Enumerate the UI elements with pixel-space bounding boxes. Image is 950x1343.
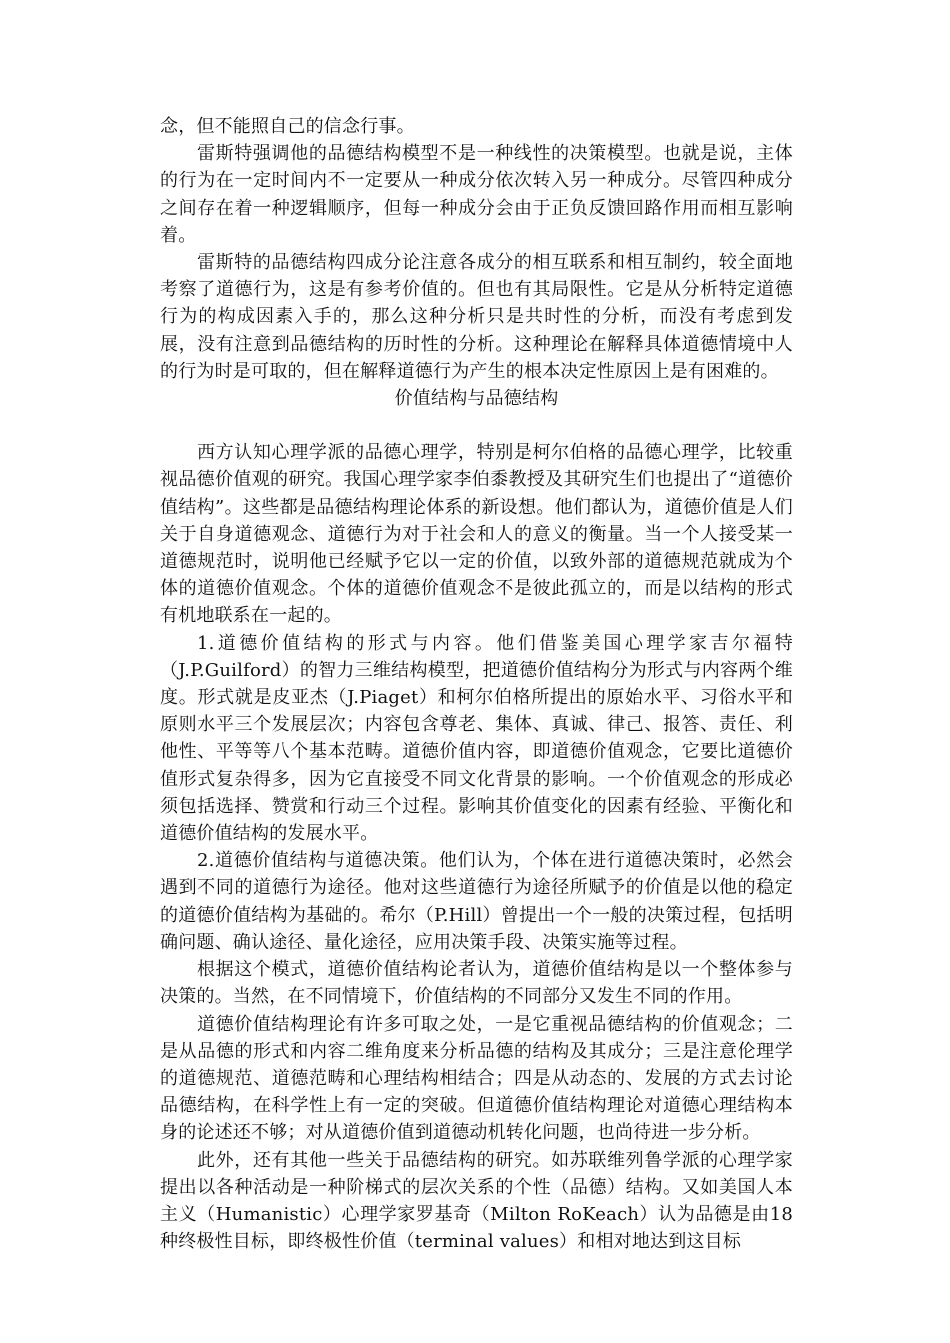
section-heading: 价值结构与品德结构 — [394, 388, 559, 410]
paragraph: 此外，还有其他一些关于品德结构的研究。如苏联维列鲁学派的心理学家提出以各种活动是一种阶梯式的层次关系的个性（品德）结构。又如美国人本主义（Humanistic）心理学家罗基奇（Milton RoKeach）认为品德是由18 种终极性目标，即终极性价值（terminal values）和相对地达到这目标 — [160, 1149, 793, 1253]
document-body — [160, 113, 793, 1255]
paragraph: 2.道德价值结构与道德决策。他们认为，个体在进行道德决策时，必然会遇到不同的道德行为途径。他对这些道德行为途径所赋予的价值是以他的稳定的道德价值结构为基础的。希尔（P.Hill）曾提出一个一般的决策过程，包括明确问题、确认途径、量化途径，应用决策手段、决策实施等过程。 — [160, 850, 793, 953]
section-spacer — [160, 412, 793, 439]
paragraph-continuation: 念，但不能照自己的信念行事。 — [160, 116, 415, 137]
paragraph: 西方认知心理学派的品德心理学，特别是柯尔伯格的品德心理学，比较重视品德价值观的研究。我国心理学家李伯黍教授及其研究生们也提出了“道德价值结构”。这些都是品德结构理论体系的新设想。他们都认为，道德价值是人们关于自身道德观念、道德行为对于社会和人的意义的衡量。当一个人接受某一道德规范时，说明他已经赋予它以一定的价值，以致外部的道德规范就成为个体的道德价值观念。个体的道德价值观念不是彼此孤立的，而是以结构的形式有机地联系在一起的。 — [160, 442, 793, 627]
paragraph: 道德价值结构理论有许多可取之处，一是它重视品德结构的价值观念；二是从品德的形式和内容二维角度来分析品德的结构及其成分；三是注意伦理学的道德规范、道德范畴和心理结构相结合；四是从动态的、发展的方式去讨论品德结构，在科学性上有一定的突破。但道德价值结构理论对道德心理结构本身的论述还不够；对从道德价值到道德动机转化问题，也尚待进一步分析。 — [160, 1013, 793, 1144]
paragraph: 雷斯特的品德结构四成分论注意各成分的相互联系和相互制约，较全面地考察了道德行为，这是有参考价值的。但也有其局限性。它是从分析特定道德行为的构成因素入手的，那么这种分析只是共时性的分析，而没有考虑到发展，没有注意到品德结构的历时性的分析。这种理论在解释具体道德情境中人的行为时是可取的，但在解释道德行为产生的根本决定性原因上是有困难的。 — [160, 252, 793, 382]
paragraph: 雷斯特强调他的品德结构模型不是一种线性的决策模型。也就是说，主体的行为在一定时间内不一定要从一种成分依次转入另一种成分。尽管四种成分之间存在着一种逻辑顺序，但每一种成分会由于正负反馈回路作用而相互影响着。 — [160, 143, 793, 246]
paragraph: 根据这个模式，道德价值结构论者认为，道德价值结构是以一个整体参与决策的。当然，在不同情境下，价值结构的不同部分又发生不同的作用。 — [160, 959, 793, 1008]
paragraph: 1.道德价值结构的形式与内容。他们借鉴美国心理学家吉尔福特（J.P.Guilford）的智力三维结构模型，把道德价值结构分为形式与内容两个维度。形式就是皮亚杰（J.Piaget）和柯尔伯格所提出的原始水平、习俗水平和原则水平三个发展层次；内容包含尊老、集体、真诚、律己、报答、责任、利他性、平等等八个基本范畴。道德价值内容，即道德价值观念，它要比道德价值形式复杂得多，因为它直接受不同文化背景的影响。一个价值观念的形成必须包括选择、赞赏和行动三个过程。影响其价值变化的因素有经验、平衡化和道德价值结构的发展水平。 — [160, 632, 793, 845]
